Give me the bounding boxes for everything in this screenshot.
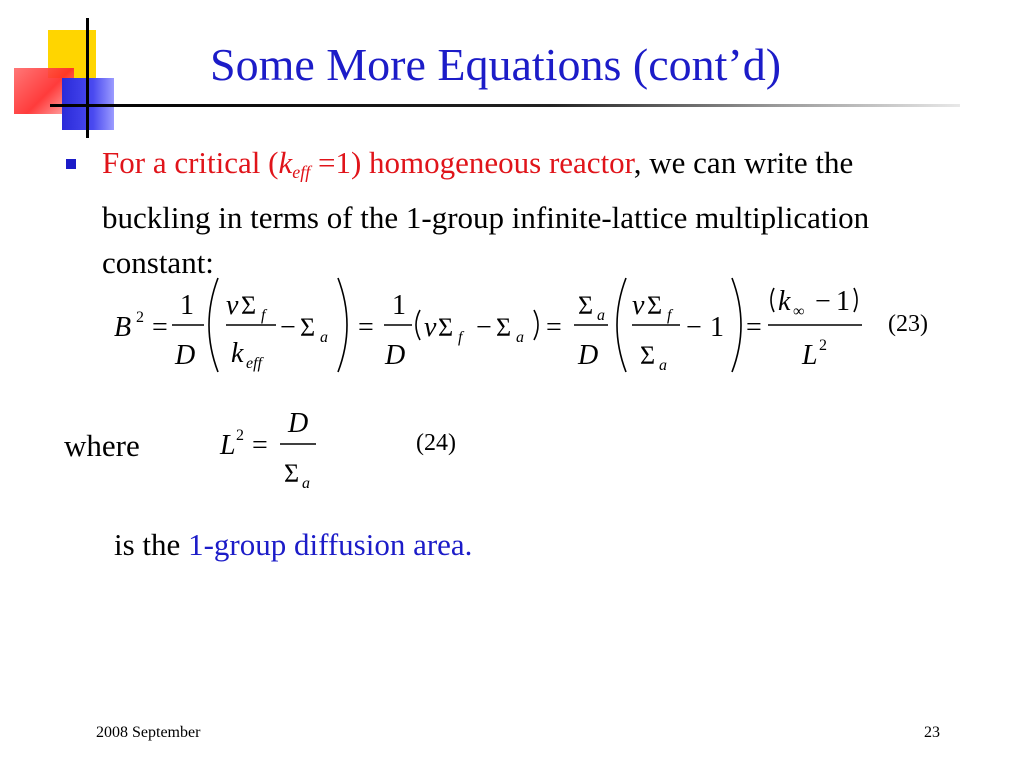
bullet-black-text: , we can write the buckling in terms of the 1-group infinite-lattice multiplication constant: [102, 145, 870, 280]
eq23-nu-2: ν [424, 312, 437, 343]
eq23-D-3: D [578, 340, 599, 371]
eq23-minus-1: − [280, 312, 296, 343]
is-the-text: is the [114, 527, 189, 562]
eq24-a: a [302, 475, 310, 492]
eq23-k-2: k [778, 286, 791, 317]
eq23-paren-right-2 [534, 310, 538, 340]
eq24-Sigma: Σ [284, 459, 300, 488]
eq23-L: L [802, 340, 818, 371]
eq23-one-2: 1 [392, 290, 406, 321]
bullet-red-text-1: For a critical ( [102, 145, 279, 180]
eq23-L-sq: 2 [819, 337, 827, 354]
bullet-red-text-2: =1) homogeneous reactor [310, 145, 634, 180]
diffusion-area-text [114, 527, 472, 563]
eq23-paren-left-4 [771, 288, 774, 312]
equation-23-number: (23) [888, 311, 928, 337]
eq23-one-1: 1 [180, 290, 194, 321]
eq23-f-1: f [261, 307, 266, 324]
eq23-inf: ∞ [793, 303, 805, 320]
eq24-eq: = [252, 430, 268, 461]
footer-page-number: 23 [924, 724, 940, 741]
eq23-eff-1: eff [246, 355, 262, 372]
slide-title: Some More Equations (cont’d) [210, 39, 782, 90]
eq23-a-2: a [516, 329, 524, 346]
eq23-Sigma-3: Σ [438, 313, 454, 342]
slide-logo-decoration [0, 0, 200, 140]
eq23-Sigma-1: Σ [241, 291, 257, 320]
eq23-f-3: f [667, 307, 672, 324]
eq23-minus-4: − [815, 286, 831, 317]
eq23-paren-right-3 [732, 278, 741, 372]
eq23-B: B [114, 312, 132, 343]
eq23-eq-3: = [546, 312, 562, 343]
equation-24 [210, 400, 350, 500]
eq23-eq-1: = [152, 312, 168, 343]
eq23-Sigma-5: Σ [578, 291, 594, 320]
eq23-paren-left-3 [617, 278, 626, 372]
logo-vertical-line [86, 18, 89, 138]
eq23-eq-2: = [358, 312, 374, 343]
where-label: where [64, 428, 140, 463]
footer-date: 2008 September [96, 724, 201, 741]
eq23-paren-left-2 [416, 310, 420, 340]
equation-23 [100, 270, 920, 380]
eq23-a-1: a [320, 329, 328, 346]
eq23-paren-right-4 [854, 288, 857, 312]
eq23-minus-3: − [686, 312, 702, 343]
bullet-marker [66, 159, 76, 169]
eq24-L: L [220, 430, 236, 461]
eq23-nu-1: ν [226, 290, 239, 321]
eq23-one-3: 1 [710, 312, 724, 343]
eq23-nu-3: ν [632, 290, 645, 321]
eq23-Sigma-7: Σ [640, 341, 656, 370]
equation-24-number: (24) [416, 430, 456, 456]
eq23-D-2: D [385, 340, 406, 371]
eq23-Sigma-6: Σ [647, 291, 663, 320]
eq23-f-2: f [458, 329, 463, 346]
eq23-paren-left-1 [209, 278, 218, 372]
eq23-a-3: a [597, 307, 605, 324]
eq24-D: D [288, 408, 309, 439]
eq23-Sigma-4: Σ [496, 313, 512, 342]
bullet-k: k [278, 145, 293, 180]
eq23-B-sq: 2 [136, 309, 144, 326]
bullet-eff: eff [292, 162, 311, 182]
eq23-Sigma-2: Σ [300, 313, 316, 342]
eq23-one-4: 1 [836, 286, 850, 317]
eq23-minus-2: − [476, 312, 492, 343]
eq23-eq-4: = [746, 312, 762, 343]
eq23-a-4: a [659, 357, 667, 374]
eq23-D-1: D [175, 340, 196, 371]
eq24-L-sq: 2 [236, 427, 244, 444]
eq23-k-1: k [231, 338, 244, 369]
bullet-text [102, 140, 932, 285]
eq23-paren-right-1 [338, 278, 347, 372]
title-underline [50, 104, 960, 107]
diffusion-area-term: 1-group diffusion area. [188, 527, 473, 562]
